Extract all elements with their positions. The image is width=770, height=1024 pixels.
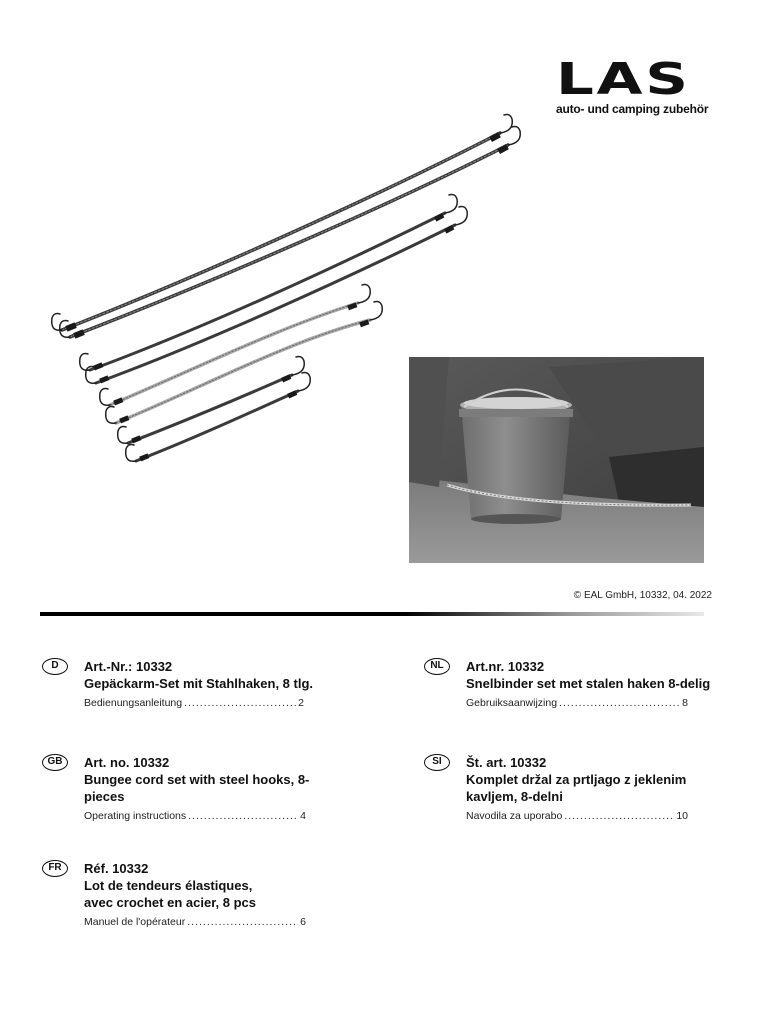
toc-label: Gebruiksaanwijzing	[466, 697, 558, 709]
toc-dots	[564, 809, 674, 823]
logo-tagline: auto- und camping zubehör	[556, 102, 709, 116]
logo-wordmark: LAS	[556, 54, 691, 105]
toc-entry[interactable]	[466, 809, 688, 823]
toc-entry[interactable]	[466, 696, 688, 710]
toc-dots	[559, 696, 680, 710]
section-gb-text	[84, 754, 314, 823]
section-si-text	[466, 754, 726, 823]
product-title: Gepäckarm-Set mit Stahlhaken, 8 tlg.	[84, 676, 314, 691]
section-fr-text	[84, 860, 306, 929]
toc-dots	[184, 696, 296, 710]
language-badge-si: SI	[424, 754, 450, 771]
toc-page: 10	[676, 810, 688, 822]
toc-dots	[188, 809, 298, 823]
product-title: Lot de tendeurs élastiques, avec crochet en acier, 8 pcs	[84, 878, 256, 910]
toc-entry[interactable]	[84, 915, 306, 929]
article-number: Št. art. 10332	[466, 755, 547, 770]
product-title: Bungee cord set with steel hooks, 8-pieces	[84, 772, 310, 804]
language-badge-fr: FR	[42, 860, 68, 877]
toc-page: 2	[298, 697, 304, 709]
toc-page: 8	[682, 697, 688, 709]
section-nl-text	[466, 658, 716, 710]
toc-entry[interactable]	[84, 809, 306, 823]
divider-bar	[40, 612, 704, 616]
toc-entry[interactable]	[84, 696, 304, 710]
toc-label: Navodila za uporabo	[466, 810, 563, 822]
toc-label: Operating instructions	[84, 810, 187, 822]
section-de-text	[84, 658, 374, 710]
toc-page: 6	[300, 916, 306, 928]
usage-photo	[409, 357, 704, 563]
toc-label: Bedienungsanleitung	[84, 697, 183, 709]
language-badge-de: D	[42, 658, 68, 675]
article-number: Art.nr. 10332	[466, 659, 545, 674]
language-badge-gb: GB	[42, 754, 68, 771]
copyright-note: © EAL GmbH, 10332, 04. 2022	[573, 590, 712, 601]
article-number: Art.-Nr.: 10332	[84, 659, 173, 674]
toc-label: Manuel de l'opérateur	[84, 916, 186, 928]
language-badge-nl: NL	[424, 658, 450, 675]
toc-page: 4	[300, 810, 306, 822]
article-number: Réf. 10332	[84, 861, 149, 876]
product-title: Snelbinder set met stalen haken 8-delig	[466, 676, 711, 691]
article-number: Art. no. 10332	[84, 755, 170, 770]
product-title: Komplet držal za prtljago z jeklenim kavljem, 8-delni	[466, 772, 687, 804]
toc-dots	[187, 915, 298, 929]
brand-logo	[556, 54, 709, 116]
